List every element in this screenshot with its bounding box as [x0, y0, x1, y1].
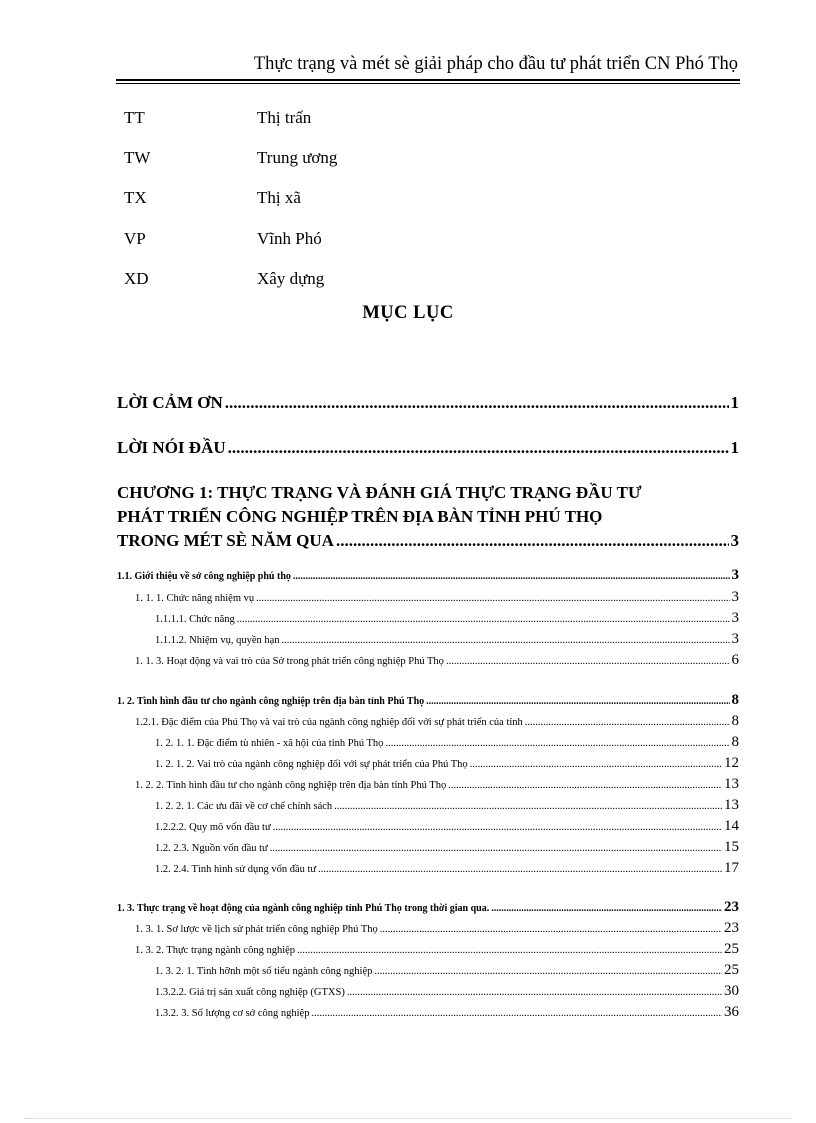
- toc-entry-subsubsection[interactable]: [155, 860, 739, 877]
- abbreviation-meaning: Xây dựng: [257, 269, 325, 288]
- dot-leader: [318, 864, 722, 875]
- toc-page-number: 12: [724, 755, 739, 771]
- toc-entry-label: 1. 3. Thực trạng về hoạt động của ngành công nghiệp tỉnh Phú Thọ trong thời gian qua.: [117, 903, 490, 914]
- toc-entry-subsection[interactable]: [135, 652, 739, 669]
- dot-leader: [446, 656, 730, 667]
- abbreviation-code: VP: [124, 229, 146, 248]
- dot-leader: [297, 945, 722, 956]
- toc-entry-label: 1. 2. 2. 1. Các ưu đãi về cơ chế chính sách: [155, 801, 333, 812]
- toc-entry-label: 1. 3. 1. Sơ lược về lịch sử phát triển công nghiệp Phú Thọ: [135, 924, 378, 935]
- dot-leader: [237, 614, 730, 625]
- toc-page-number: 17: [724, 860, 739, 876]
- dot-leader: [336, 529, 729, 553]
- toc-entry-label: 1.3.2.2. Giá trị sản xuất công nghiệp (GTXS): [155, 987, 345, 998]
- toc-entry-label: 1. 2. 2. Tình hình đầu tư cho ngành công nghiệp trên địa bàn tỉnh Phú Thọ: [135, 780, 447, 791]
- toc-entry-label: 1.1.1.2. Nhiệm vụ, quyền hạn: [155, 635, 280, 646]
- dot-leader: [380, 924, 722, 935]
- toc-page-number: 3: [730, 531, 739, 550]
- dot-leader: [347, 987, 722, 998]
- toc-page-number: 3: [731, 589, 739, 605]
- toc-entry-subsubsection[interactable]: [155, 818, 739, 835]
- abbreviation-meaning: Thị trấn: [257, 108, 312, 127]
- dot-leader: [385, 738, 729, 749]
- toc-entry-acknowledgements[interactable]: [117, 393, 739, 413]
- dot-leader: [448, 780, 722, 791]
- toc-page-number: 1: [730, 393, 739, 412]
- toc-entry-label: 1. 3. 2. Thực trạng ngành công nghiệp: [135, 945, 296, 956]
- toc-entry-subsubsection[interactable]: [155, 734, 739, 751]
- toc-entry-label: 1.3.2. 3. Số lượng cơ sở công nghiệp: [155, 1008, 310, 1019]
- chapter-title-line: TRONG MÉT SÈ NĂM QUA: [117, 531, 334, 550]
- dot-leader: [470, 759, 722, 770]
- toc-entry-subsubsection[interactable]: [155, 797, 739, 814]
- toc-page-number: 8: [731, 734, 739, 750]
- toc-entry-label: 1.2.1. Đặc điểm của Phú Thọ và vai trò của ngành công nghiệp đối với sự phát triển của tỉnh: [135, 717, 523, 728]
- toc-entry-subsubsection[interactable]: [155, 631, 739, 648]
- toc-page-number: 30: [724, 983, 739, 999]
- chapter-title-line: PHÁT TRIỂN CÔNG NGHIỆP TRÊN ĐỊA BÀN TỈNH PHÚ THỌ: [117, 507, 603, 526]
- toc-entry-section[interactable]: [117, 567, 739, 584]
- dot-leader: [293, 571, 730, 582]
- toc-entry-section[interactable]: [117, 899, 739, 916]
- dot-leader: [256, 593, 729, 604]
- toc-entry-chapter-1[interactable]: [117, 481, 739, 553]
- chapter-title-line: CHƯƠNG 1: THỰC TRẠNG VÀ ĐÁNH GIÁ THỰC TRẠNG ĐẦU TƯ: [117, 483, 642, 502]
- toc-entry-subsection[interactable]: [135, 776, 739, 793]
- abbreviation-code: XD: [124, 269, 149, 288]
- toc-entry-subsection[interactable]: [135, 941, 739, 958]
- dot-leader: [374, 966, 722, 977]
- toc-page-number: 14: [724, 818, 739, 834]
- toc-page-number: 3: [731, 610, 739, 626]
- dot-leader: [225, 393, 729, 413]
- toc-page-number: 23: [724, 899, 739, 915]
- toc-entry-label: 1. 2. 1. 1. Đặc điểm tù nhiên - xã hội của tỉnh Phú Thọ: [155, 738, 384, 749]
- toc-entry-label: 1.1. Giới thiệu về sở công nghiệp phú thọ: [117, 571, 291, 582]
- toc-entry-subsection[interactable]: [135, 713, 739, 730]
- dot-leader: [491, 903, 722, 914]
- toc-entry-label: 1.2. 2.4. Tình hình sử dụng vốn đầu tư: [155, 864, 317, 875]
- header-rule-thin: [116, 83, 740, 84]
- toc-entry-subsubsection[interactable]: [155, 755, 739, 772]
- dot-leader: [334, 801, 722, 812]
- toc-entry-section[interactable]: [117, 692, 739, 709]
- running-header: Thực trạng và mét sè giải pháp cho đầu tư phát triển CN Phó Thọ: [253, 54, 738, 74]
- toc-entry-subsubsection[interactable]: [155, 839, 739, 856]
- toc-entry-label: 1.2.2.2. Quy mô vốn đầu tư: [155, 822, 271, 833]
- toc-page-number: 36: [724, 1004, 739, 1020]
- toc-page-number: 25: [724, 962, 739, 978]
- dot-leader: [273, 822, 722, 833]
- header-rule-thick: [116, 79, 740, 81]
- toc-title: MỤC LỤC: [362, 303, 454, 323]
- toc-entry-subsection[interactable]: [135, 920, 739, 937]
- page-bottom-divider: [24, 1118, 792, 1119]
- toc-entry-label: LỜI CẢM ƠN: [117, 393, 223, 412]
- dot-leader: [311, 1008, 722, 1019]
- dot-leader: [525, 717, 730, 728]
- toc-page-number: 3: [731, 631, 739, 647]
- toc-page-number: 25: [724, 941, 739, 957]
- toc-page-number: 1: [730, 438, 739, 457]
- toc-page-number: 8: [731, 692, 739, 708]
- toc-entry-subsubsection[interactable]: [155, 610, 739, 627]
- toc-entry-subsection[interactable]: [135, 589, 739, 606]
- toc-entry-label: 1. 3. 2. 1. Tình hỡnh một số tiểu ngành công nghiệp: [155, 966, 373, 977]
- abbreviation-meaning: Vĩnh Phó: [257, 229, 322, 248]
- chapter-title-last-line: [117, 529, 739, 553]
- toc-entry-label: 1. 2. Tình hình đầu tư cho ngành công nghiệp trên địa bàn tỉnh Phú Thọ: [117, 696, 425, 707]
- toc-entry-subsubsection[interactable]: [155, 962, 739, 979]
- toc-page-number: 8: [731, 713, 739, 729]
- toc-entry-label: 1.2. 2.3. Nguồn vốn đầu tư: [155, 843, 268, 854]
- toc-entry-subsubsection[interactable]: [155, 983, 739, 1000]
- abbreviation-code: TW: [124, 148, 151, 167]
- dot-leader: [426, 696, 729, 707]
- toc-page-number: 13: [724, 797, 739, 813]
- toc-page-number: 15: [724, 839, 739, 855]
- toc-page-number: 6: [731, 652, 739, 668]
- toc-entry-label: 1. 2. 1. 2. Vai trò của ngành công nghiệp đối với sự phát triển của Phú Thọ: [155, 759, 468, 770]
- toc-entry-label: LỜI NÓI ĐẦU: [117, 438, 226, 457]
- toc-entry-subsubsection[interactable]: [155, 1004, 739, 1021]
- abbreviation-meaning: Trung ương: [257, 148, 338, 167]
- toc-entry-label: 1. 1. 1. Chức năng nhiệm vụ: [135, 593, 255, 604]
- toc-page-number: 13: [724, 776, 739, 792]
- toc-page-number: 3: [731, 567, 739, 583]
- abbreviation-code: TX: [124, 188, 147, 207]
- abbreviation-meaning: Thị xã: [257, 188, 301, 207]
- abbreviation-code: TT: [124, 108, 145, 127]
- dot-leader: [270, 843, 722, 854]
- toc-page-number: 23: [724, 920, 739, 936]
- toc-entry-label: 1. 1. 3. Hoạt động và vai trò của Sở trong phát triển công nghiệp Phú Thọ: [135, 656, 444, 667]
- toc-entry-preface[interactable]: [117, 438, 739, 458]
- dot-leader: [282, 635, 730, 646]
- dot-leader: [228, 438, 729, 458]
- toc-entry-label: 1.1.1.1. Chức năng: [155, 614, 235, 625]
